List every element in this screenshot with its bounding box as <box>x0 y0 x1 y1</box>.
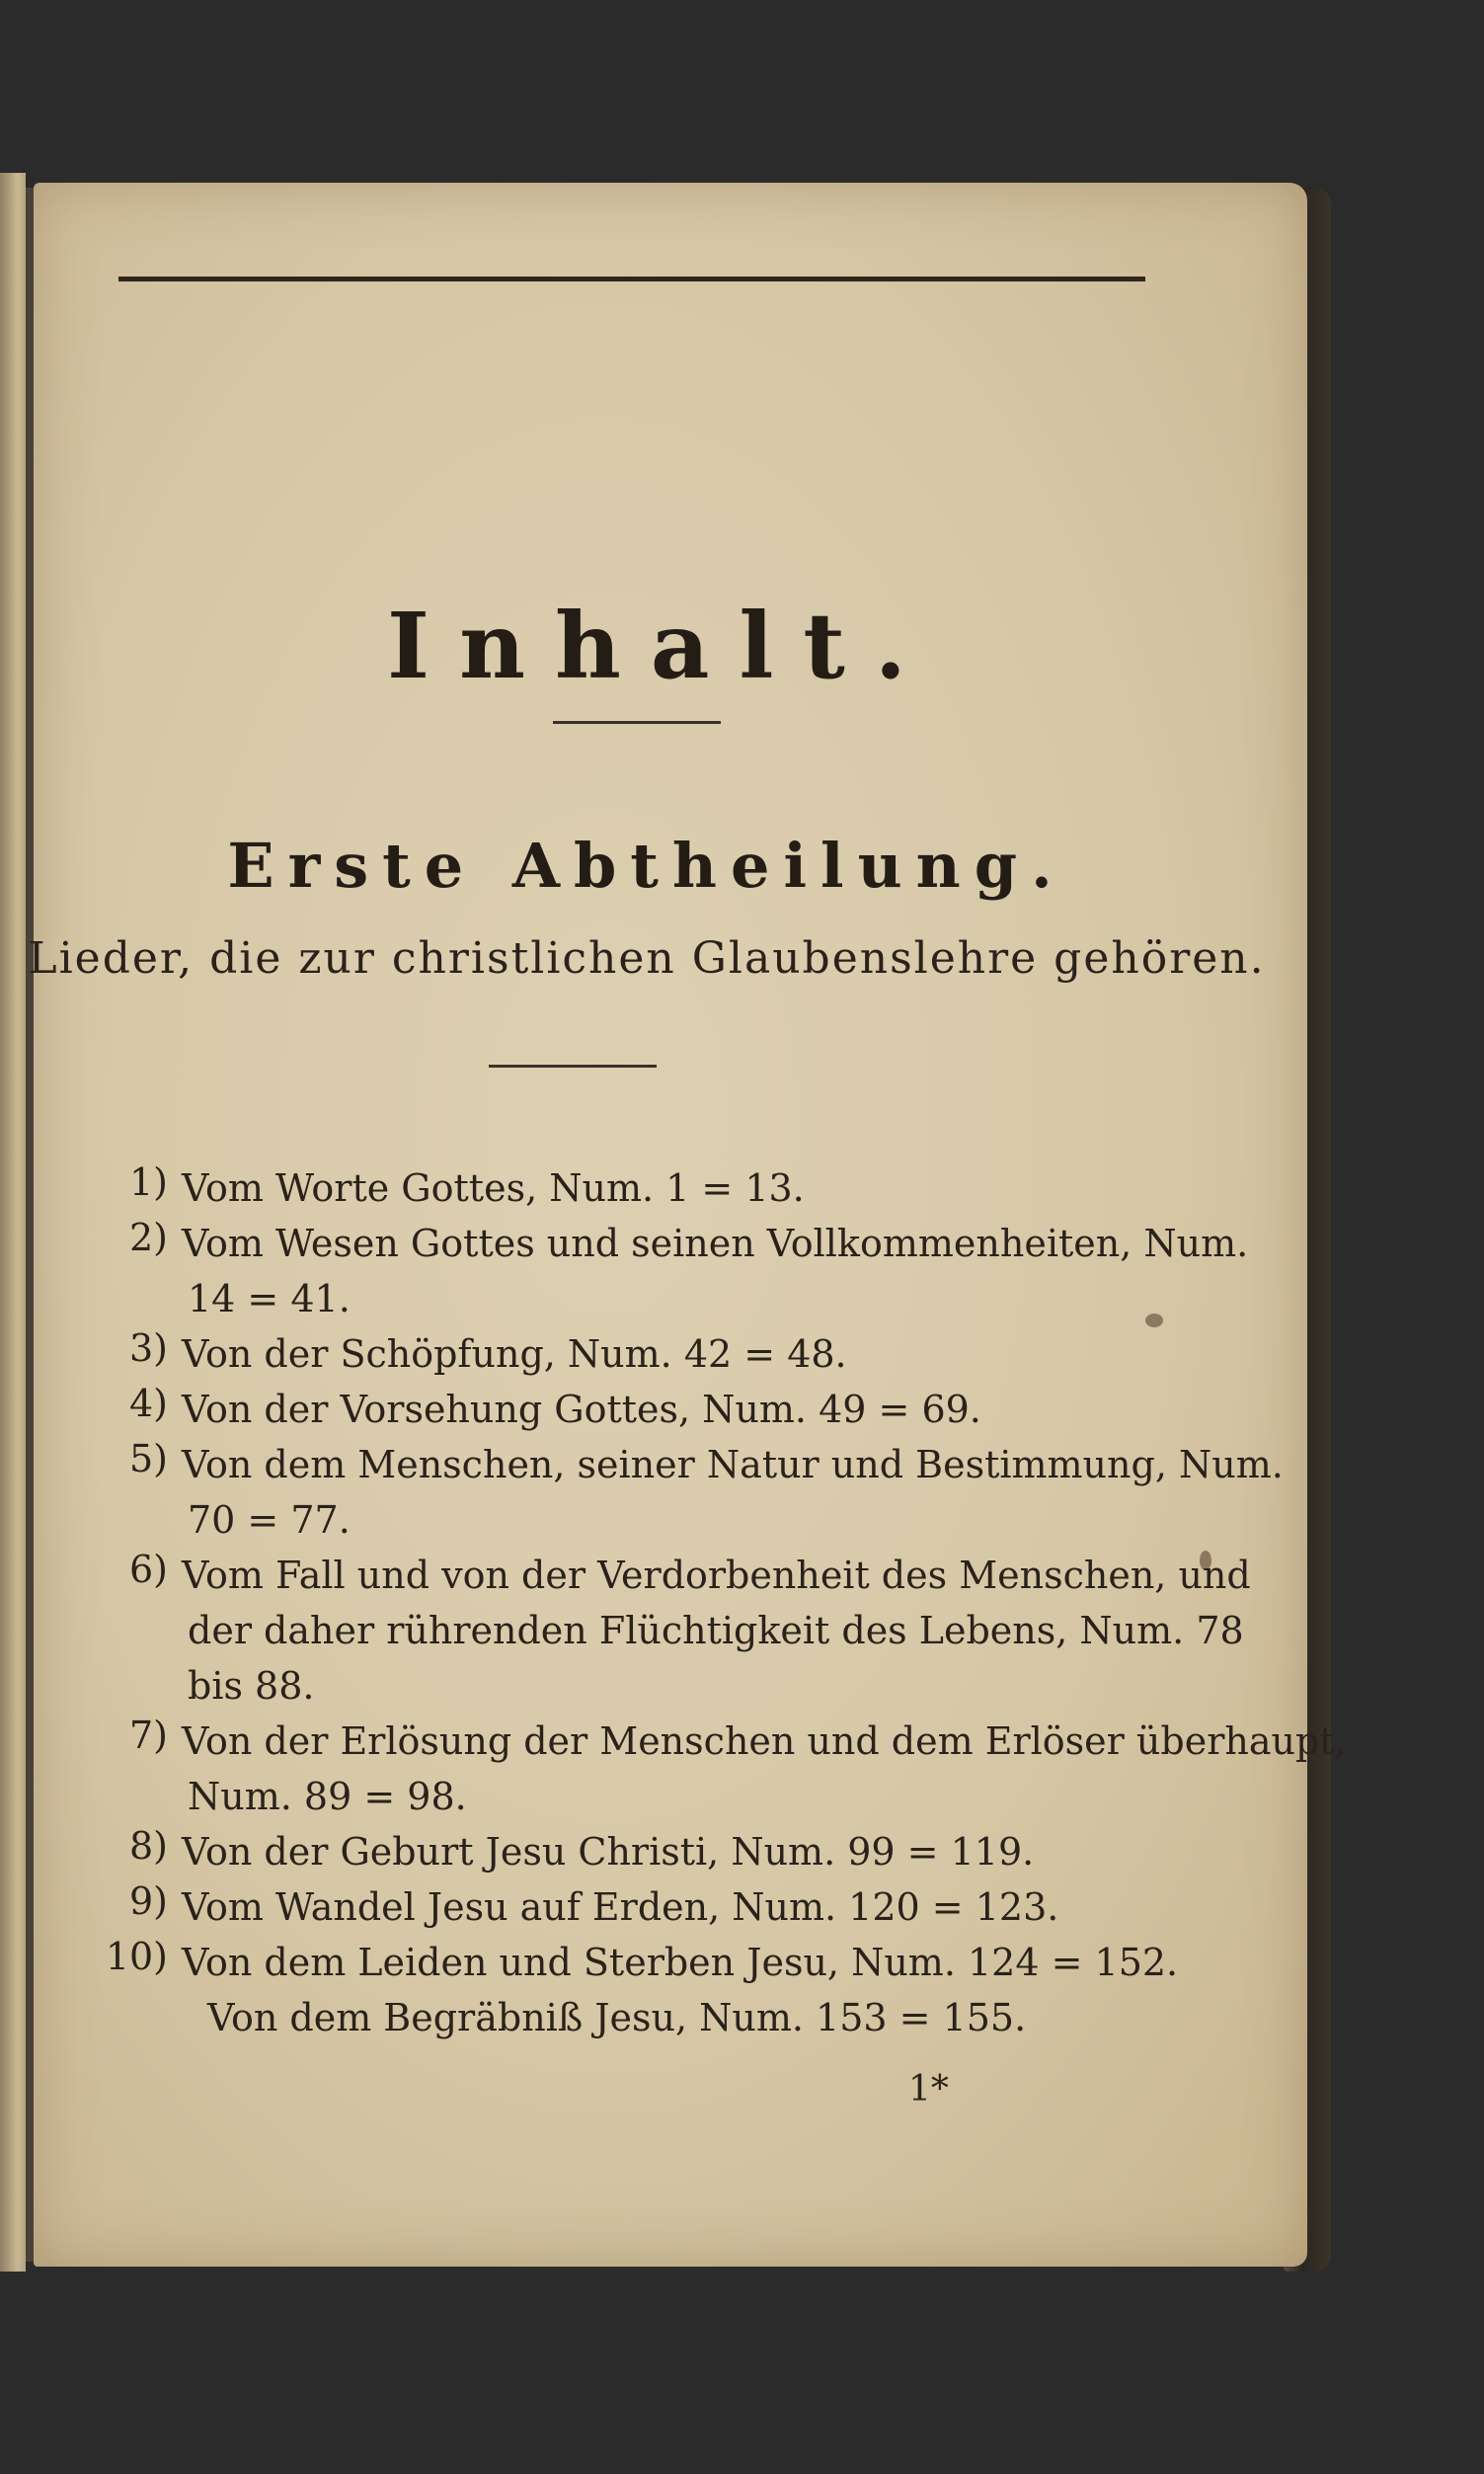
entry-number: 4) <box>128 1382 168 1425</box>
page-title: Inhalt. <box>387 593 936 699</box>
entry-text: Vom Worte Gottes, Num. 1 = 13. <box>182 1166 805 1210</box>
toc-entry <box>69 1824 1234 1879</box>
entry-text: Von der Schöpfung, Num. 42 = 48. <box>182 1332 847 1376</box>
entry-number: 5) <box>128 1437 168 1480</box>
appendix-entry: Von dem Begräbniß Jesu, Num. 153 = 155. <box>207 1996 1027 2039</box>
toc-entry <box>69 1879 1234 1935</box>
entry-number: 10) <box>105 1935 168 1978</box>
page-signature: 1* <box>908 2069 949 2110</box>
toc-entry <box>69 1714 1347 1824</box>
entry-text: Von dem Menschen, seiner Natur und Bestimmung, Num. <box>182 1443 1284 1486</box>
entry-text-continued: 70 = 77. <box>188 1498 351 1542</box>
entry-text: Von dem Leiden und Sterben Jesu, Num. 124 = 152. <box>182 1941 1179 1984</box>
table-of-contents <box>69 1160 1347 2045</box>
entry-text: Vom Wandel Jesu auf Erden, Num. 120 = 123. <box>182 1885 1059 1929</box>
book-gutter <box>26 188 34 2262</box>
toc-entry <box>69 1935 1234 1990</box>
entry-number: 6) <box>128 1548 168 1591</box>
entry-text: Von der Geburt Jesu Christi, Num. 99 = 119. <box>182 1830 1035 1874</box>
entry-number: 7) <box>128 1714 168 1757</box>
entry-number: 2) <box>128 1216 168 1259</box>
section-subtitle: Lieder, die zur christlichen Glaubenslehre gehören. <box>28 933 1266 984</box>
section-divider <box>489 1065 657 1068</box>
toc-entry <box>69 1548 1251 1714</box>
entry-text-continued: Num. 89 = 98. <box>188 1775 467 1818</box>
title-divider <box>553 721 721 724</box>
entry-number: 1) <box>128 1160 168 1204</box>
toc-entry <box>69 1382 1234 1437</box>
toc-entry <box>69 1160 1234 1216</box>
entry-text-continued: 14 = 41. <box>188 1277 351 1320</box>
toc-entry <box>69 1216 1249 1326</box>
entry-number: 3) <box>128 1326 168 1370</box>
entry-text: Vom Fall und von der Verdorbenheit des Menschen, und <box>182 1554 1251 1597</box>
section-title: Erste Abtheilung. <box>227 830 1066 902</box>
entry-number: 9) <box>128 1879 168 1923</box>
entry-text: Von der Erlösung der Menschen und dem Erlöser überhaupt, <box>182 1719 1347 1763</box>
header-rule <box>118 277 1145 281</box>
entry-text-continued: bis 88. <box>188 1664 315 1708</box>
entry-text: Von der Vorsehung Gottes, Num. 49 = 69. <box>182 1388 981 1431</box>
entry-number: 8) <box>128 1824 168 1868</box>
entry-text-continued: der daher rührenden Flüchtigkeit des Lebens, Num. 78 <box>188 1609 1244 1652</box>
entry-text: Vom Wesen Gottes und seinen Vollkommenheiten, Num. <box>182 1222 1249 1265</box>
toc-entry <box>69 1326 1234 1382</box>
left-page-edge <box>0 173 26 2272</box>
toc-entry <box>69 1437 1284 1548</box>
